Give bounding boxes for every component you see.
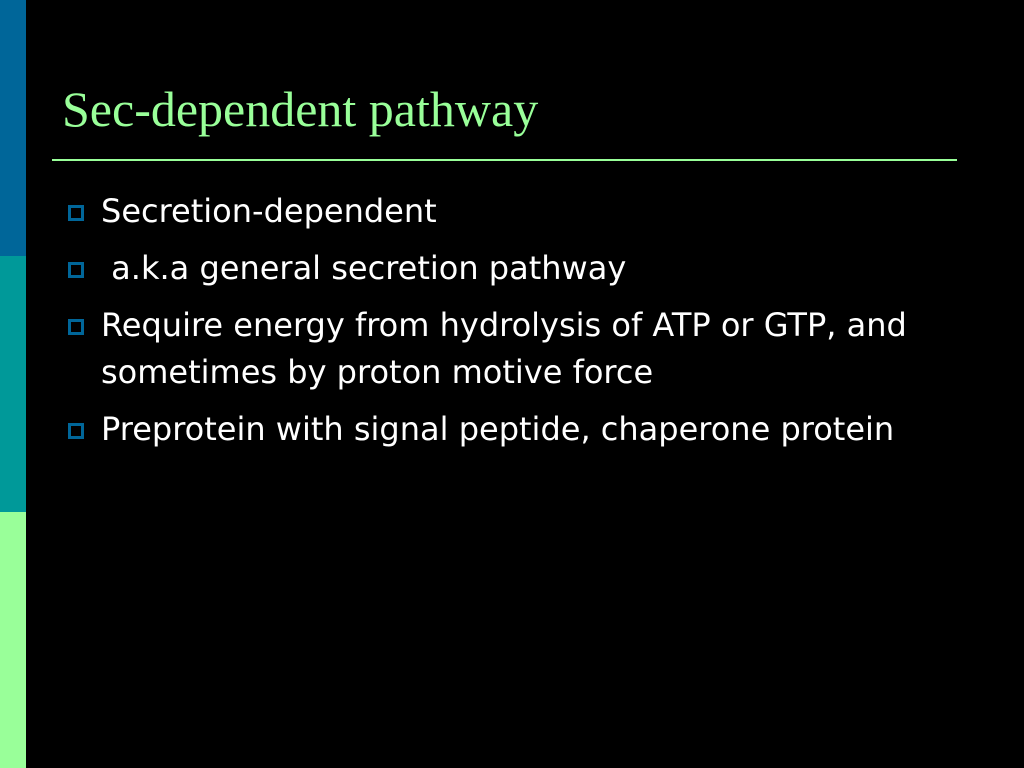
hollow-square-bullet-icon bbox=[68, 205, 84, 221]
hollow-square-bullet-icon bbox=[68, 423, 84, 439]
bullet-text: Secretion-dependent bbox=[101, 192, 437, 230]
bullet-item bbox=[62, 245, 962, 292]
hollow-square-bullet-icon bbox=[68, 262, 84, 278]
bullet-item bbox=[62, 302, 962, 396]
bullet-list bbox=[62, 188, 962, 463]
bullet-text: a.k.a general secretion pathway bbox=[101, 249, 627, 287]
bullet-text: Preprotein with signal peptide, chaperone protein bbox=[101, 410, 895, 448]
bullet-item bbox=[62, 188, 962, 235]
side-strip-middle bbox=[0, 256, 26, 512]
bullet-text: Require energy from hydrolysis of ATP or GTP, and sometimes by proton motive force bbox=[101, 306, 917, 391]
title-divider bbox=[52, 159, 957, 161]
hollow-square-bullet-icon bbox=[68, 319, 84, 335]
bullet-item bbox=[62, 406, 962, 453]
slide-title: Sec-dependent pathway bbox=[62, 81, 539, 137]
side-strip-bottom bbox=[0, 512, 26, 768]
side-strip-top bbox=[0, 0, 26, 256]
